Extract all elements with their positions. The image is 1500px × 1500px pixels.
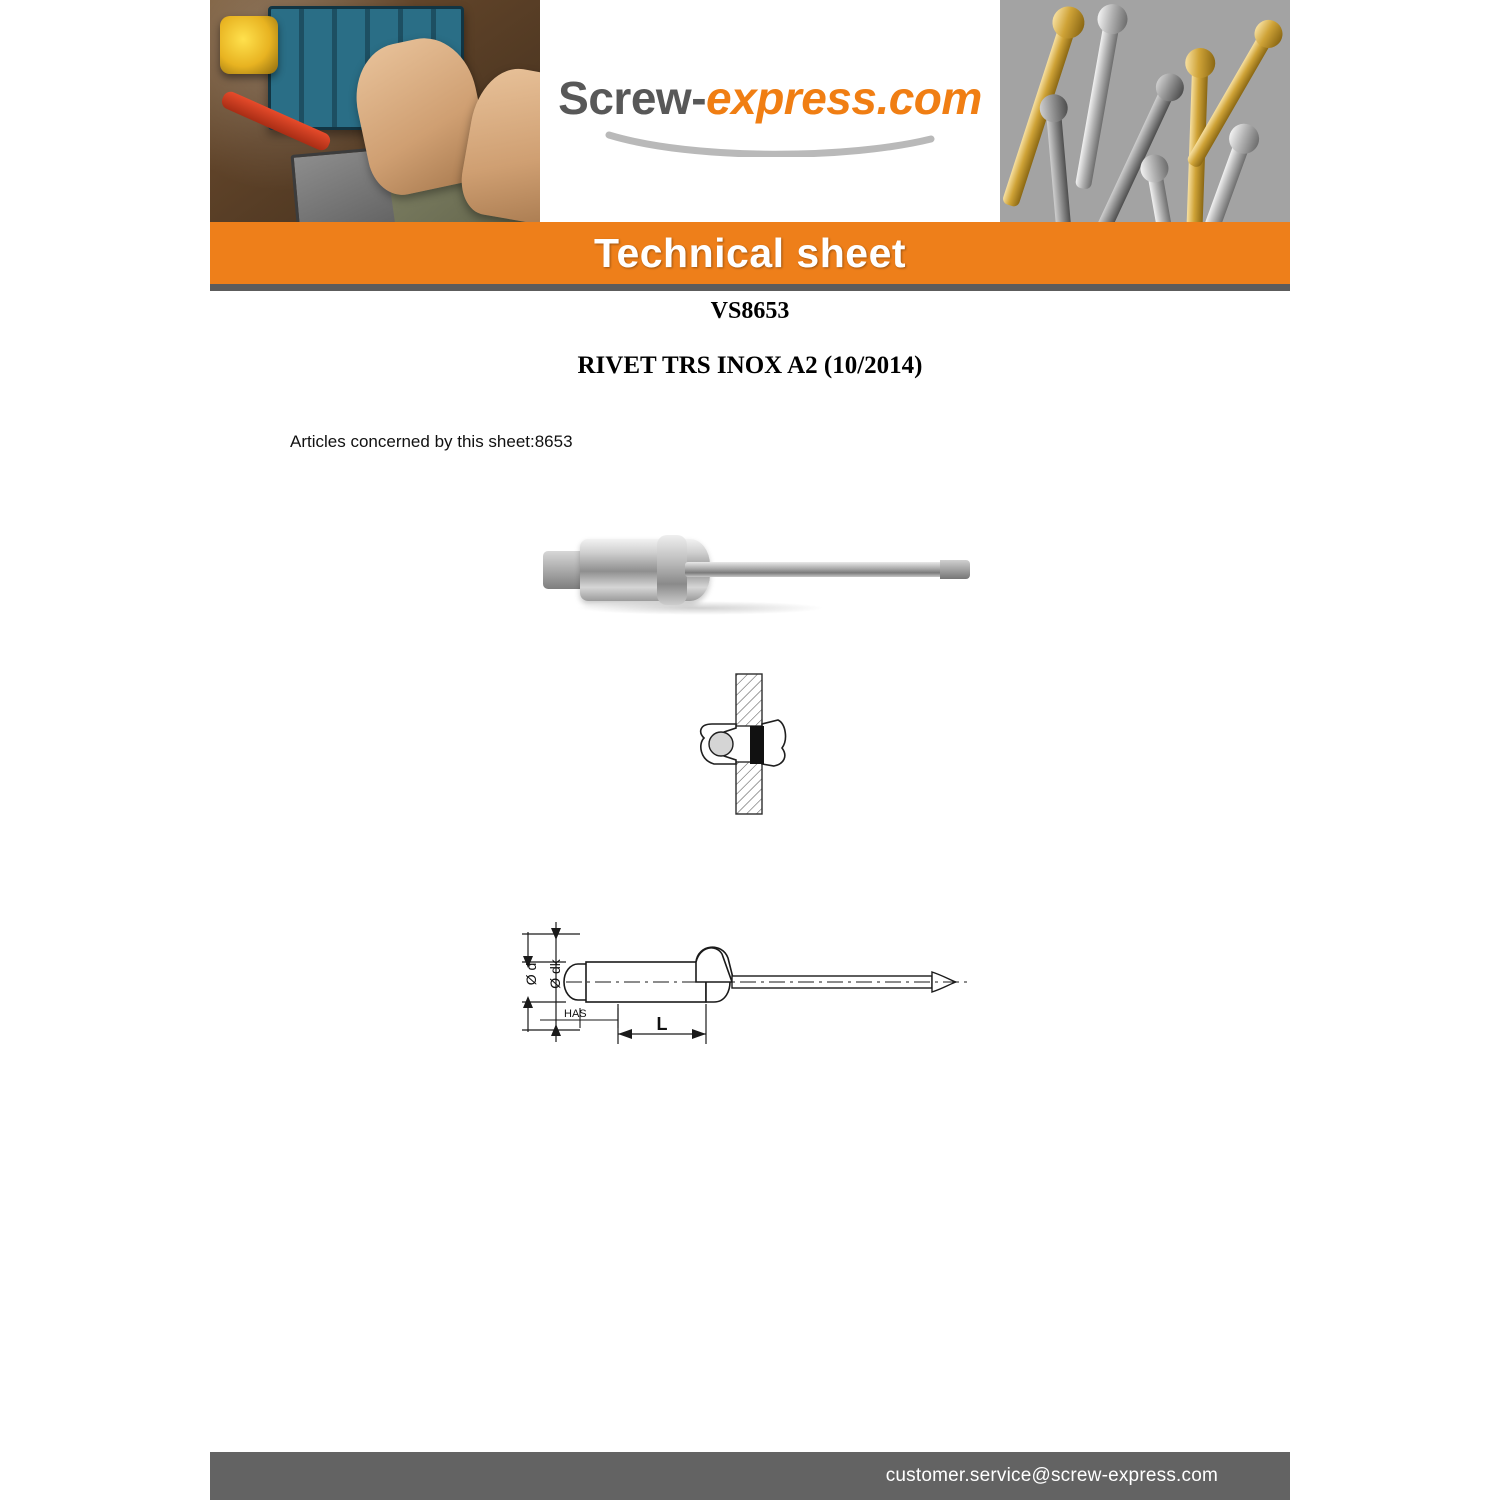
contact-email[interactable]: customer.service@screw-express.com	[885, 1465, 1218, 1486]
document-title: RIVET TRS INOX A2 (10/2014)	[577, 352, 923, 379]
installed-section-svg	[690, 672, 800, 817]
label-diameter-dk: Ø dk	[547, 959, 563, 989]
site-logo[interactable]	[540, 0, 1000, 228]
photo-shadow	[575, 601, 825, 615]
dimension-drawing-figure	[500, 862, 1040, 1082]
header-banner	[210, 0, 1290, 228]
swoosh-icon	[605, 131, 935, 157]
workbench-photo	[210, 0, 540, 228]
articles-concerned: Articles concerned by this sheet:8653	[290, 432, 573, 451]
left-margin	[0, 0, 210, 1500]
footer-bar	[210, 1452, 1290, 1500]
label-length: L	[656, 1014, 668, 1034]
screwdriver-icon	[219, 89, 332, 153]
technical-sheet-banner	[210, 222, 1290, 284]
banner-title: Technical sheet	[593, 229, 907, 276]
label-grip: HAS	[564, 1008, 587, 1020]
document-reference: VS8653	[710, 298, 790, 324]
rivet-flange	[657, 535, 687, 605]
rivet-product-photo	[535, 535, 975, 631]
dimension-drawing-svg	[500, 862, 1040, 1082]
banner-underline	[210, 284, 1290, 291]
screws-photo	[1000, 0, 1290, 228]
logo-accent: express.com	[706, 72, 982, 124]
rivet-mandrel	[685, 562, 970, 577]
label-diameter-d: Ø d	[523, 962, 539, 986]
screws-illustration	[1000, 0, 1290, 228]
rivet-mandrel-tip	[940, 560, 970, 579]
installed-section-figure	[690, 672, 800, 817]
logo-primary: Screw	[558, 72, 692, 124]
logo-separator: -	[691, 72, 707, 124]
right-margin	[1290, 0, 1500, 1500]
logo-text	[558, 71, 982, 125]
